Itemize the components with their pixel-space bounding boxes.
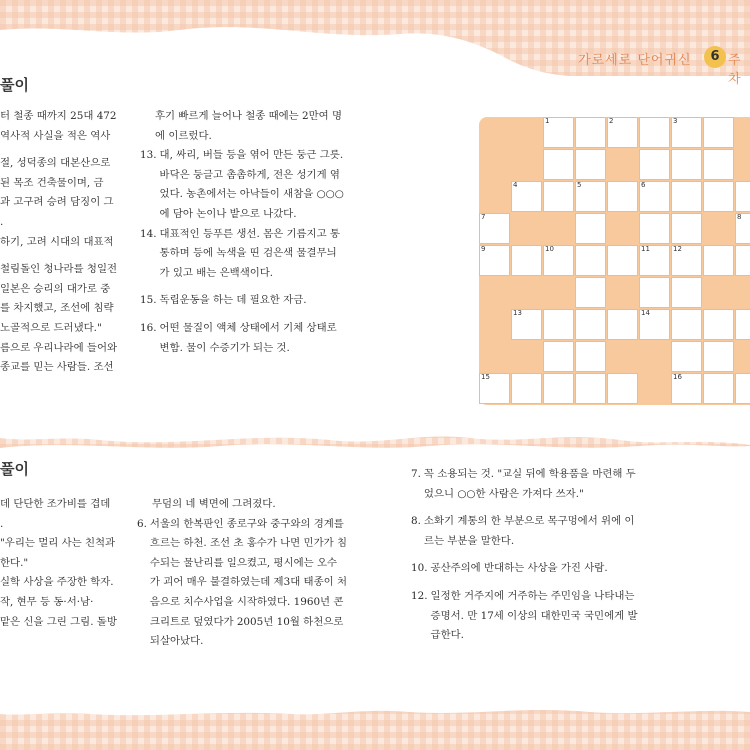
crossword-cell[interactable] [479,245,510,276]
crossword-cell[interactable] [479,373,510,404]
crossword-cell[interactable] [703,309,734,340]
clue-13: 13. 대, 싸리, 버들 등을 엮어 만든 둥근 그릇. 바닥은 둥글고 촘촘하게, 전은 성기게 엮었다. 농촌에서는 아낙들이 새참을 ○○○에 담아 논이나 밭으로 나갔다. [140,149,344,220]
crossword-cell[interactable] [575,309,606,340]
crossword-cell[interactable] [671,213,702,244]
clue-line: 노골적으로 드러냈다." [0,321,102,334]
clue-line: 맡은 신을 그린 그림. 돌방 [0,615,117,628]
crossword-cell[interactable] [639,181,670,212]
crossword-cell[interactable] [543,149,574,180]
crossword-cell[interactable] [735,373,750,404]
clue-5-continued: 무덤의 네 벽면에 그려졌다. [152,498,276,510]
crossword-cell-number: 12 [673,245,682,253]
crossword-cell[interactable] [607,245,638,276]
crossword-cell[interactable] [735,309,750,340]
crossword-cell[interactable] [671,309,702,340]
crossword-cell-number: 3 [673,117,678,125]
top-section-title: 풀이 [0,76,29,94]
clue-15: 15. 독립운동을 하는 데 필요한 자금. [140,294,307,307]
crossword-cell[interactable] [671,373,702,404]
clue-12: 12. 일정한 거주지에 거주하는 주민임을 나타내는 증명서. 만 17세 이상의 대한민국 국민에게 발급한다. [411,589,638,642]
crossword-cell[interactable] [639,245,670,276]
crossword-cell[interactable] [735,245,750,276]
crossword-cell-number: 10 [545,245,554,253]
crossword-cell[interactable] [639,117,670,148]
crossword-cell[interactable] [671,181,702,212]
crossword-cell[interactable] [639,309,670,340]
clue-line: 실학 사상을 주장한 학자. [0,576,114,589]
crossword-cell[interactable] [511,245,542,276]
crossword-cell[interactable] [575,341,606,372]
crossword-cell-number: 13 [513,309,522,317]
crossword-cell-number: 7 [481,213,486,221]
clue-7: 7. 꼭 소용되는 것. "교실 뒤에 학용품을 마련해 두었으니 ○○한 사람은 가져다 쓰자." [411,468,636,500]
crossword-cell[interactable] [607,181,638,212]
crossword-cell[interactable] [607,117,638,148]
crossword-cell-number: 11 [641,245,650,253]
crossword-cell[interactable] [575,245,606,276]
clue-16: 16. 어떤 물질이 액체 상태에서 기체 상태로 변함. 물이 수증기가 되는 것. [140,321,337,354]
top-middle-clue-column [140,107,345,358]
crossword-cell[interactable] [575,149,606,180]
crossword-cell-number: 2 [609,117,614,125]
crossword-cell-number: 16 [673,373,682,381]
crossword-cell[interactable] [511,373,542,404]
crossword-cell-number: 1 [545,117,550,125]
clue-line: 데 단단한 조가비를 겹데 [0,498,111,510]
crossword-cell[interactable] [543,341,574,372]
bottom-middle-clue-column [137,495,347,652]
crossword-cell[interactable] [639,277,670,308]
unit-label: 주차 [728,53,741,87]
clue-line: "우리는 멀리 사는 친척과 [0,537,116,550]
crossword-cell-number: 14 [641,309,650,317]
crossword-cell[interactable] [639,213,670,244]
crossword-cell-number: 9 [481,245,486,253]
clue-14: 14. 대표적인 등푸른 생선. 몸은 기름지고 통통하며 등에 녹색을 띤 검은색 물결무늬가 있고 배는 은백색이다. [140,227,340,279]
crossword-cell[interactable] [671,117,702,148]
crossword-grid [479,117,750,405]
crossword-cell[interactable] [639,149,670,180]
crossword-cell[interactable] [543,309,574,340]
bottom-section-title: 풀이 [0,460,29,478]
crossword-cell[interactable] [575,373,606,404]
crossword-cell-number: 15 [481,373,490,381]
clue-line: . [0,517,4,530]
clue-line: 일본은 승리의 대가로 중 [0,282,111,295]
clue-line: 터 철종 때까지 25대 472 [0,110,117,122]
bottom-right-clue-column [411,465,643,646]
crossword-cell-number: 6 [641,181,646,189]
crossword-cell[interactable] [671,277,702,308]
clue-line: 절, 성덕종의 대본산으로 [0,157,111,170]
clue-line: 철림돌인 청나라를 청일전 [0,263,118,276]
crossword-cell[interactable] [671,245,702,276]
crossword-cell[interactable] [671,341,702,372]
clue-10: 10. 공산주의에 반대하는 사상을 가진 사람. [411,562,608,575]
crossword-cell[interactable] [703,149,734,180]
crossword-cell[interactable] [575,277,606,308]
crossword-cell[interactable] [479,213,510,244]
bottom-left-clue-column [0,495,135,632]
crossword-cell[interactable] [735,213,750,244]
clue-line: . [0,215,4,228]
crossword-cell[interactable] [671,149,702,180]
clue-line: 종교를 믿는 사람들. 조선 [0,361,114,374]
clue-line: 과 고구려 승려 담징이 그 [0,196,114,209]
crossword-cell-number: 5 [577,181,582,189]
crossword-cell[interactable] [543,181,574,212]
crossword-cell[interactable] [511,309,542,340]
crossword-cell[interactable] [543,245,574,276]
unit-number-badge: 6 [704,46,726,68]
crossword-cell[interactable] [703,181,734,212]
crossword-cell[interactable] [735,181,750,212]
top-left-clue-column [0,107,140,378]
clue-12-continued: 후기 빠르게 늘어나 철종 때에는 2만여 명에 이르렀다. [155,110,343,142]
crossword-cell[interactable] [703,341,734,372]
crossword-cell[interactable] [575,213,606,244]
clue-line: 된 목조 건축물이며, 금 [0,176,104,189]
crossword-cell[interactable] [703,117,734,148]
crossword-cell-number: 4 [513,181,518,189]
clue-line: 하기, 고려 시대의 대표적 [0,235,114,248]
clue-6: 6. 서울의 한복판인 종로구와 중구와의 경계를 흐르는 하천. 조선 초 홍수가 나면 민가가 침수되는 물난리를 일으켰고, 평시에는 오수가 괴어 매우 불결하였는데 제3대 태종이 처음으로 치수사업을 시작하였다. 1960년 콘크리트로 덮였다가 2005년 10월 하천으로 되살아났다. [137,517,347,648]
page-header-title: 가로세로 단어귀신 [578,53,692,68]
crossword-cell[interactable] [575,117,606,148]
crossword-cell[interactable] [543,117,574,148]
crossword-cell[interactable] [703,245,734,276]
clue-line: 를 차지했고, 조선에 침략 [0,302,114,315]
clue-line: 한다." [0,556,29,569]
crossword-cell[interactable] [607,309,638,340]
crossword-cell[interactable] [607,373,638,404]
crossword-cell[interactable] [575,181,606,212]
crossword-cell[interactable] [511,181,542,212]
clue-line: 름으로 우리나라에 들어와 [0,341,118,354]
crossword-cell[interactable] [543,373,574,404]
clue-8: 8. 소화기 계통의 한 부분으로 목구멍에서 위에 이르는 부분을 말한다. [411,515,635,547]
clue-line: 작, 현무 등 동·서·남· [0,595,94,608]
crossword-cell-number: 8 [737,213,742,221]
crossword-cell[interactable] [703,373,734,404]
clue-line: 역사적 사실을 적은 역사 [0,129,111,142]
